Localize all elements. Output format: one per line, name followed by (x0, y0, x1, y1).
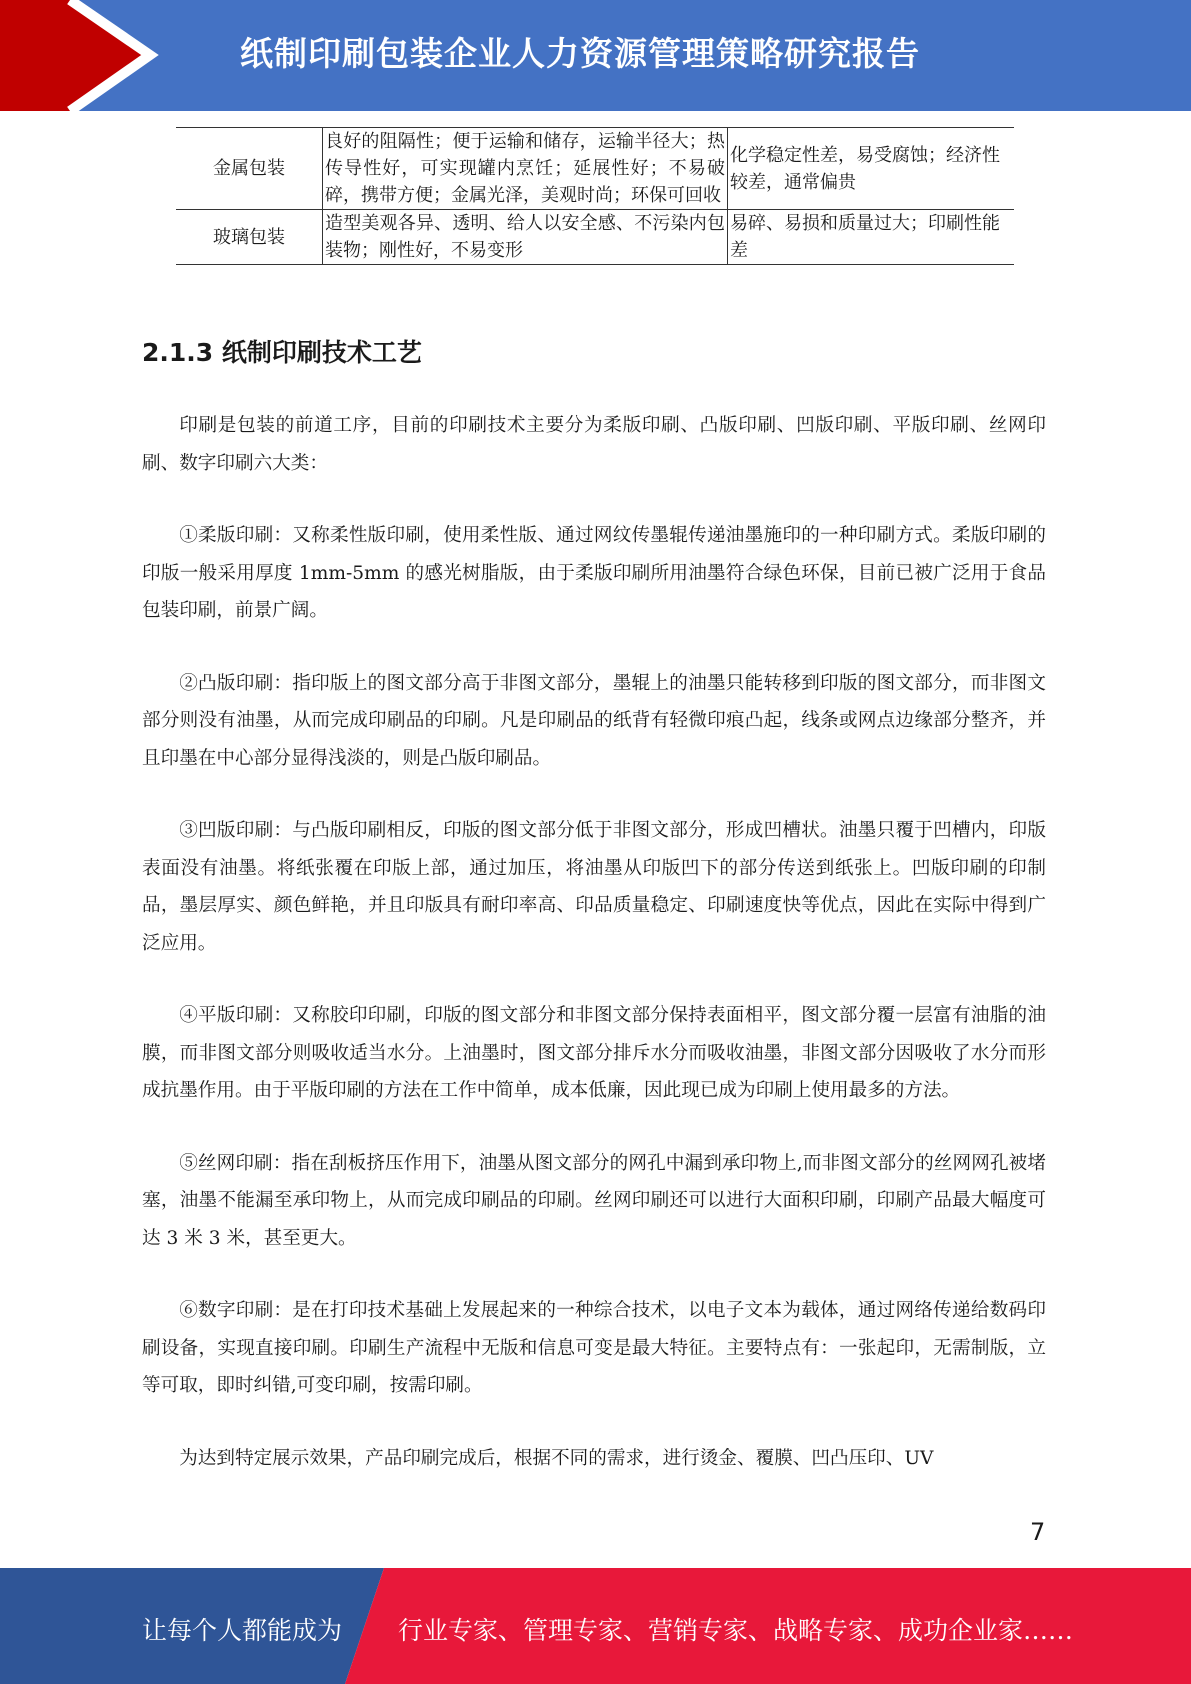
page-header (0, 0, 1191, 111)
disadvantages-cell: 易碎、易损和质量过大；印刷性能差 (730, 213, 1000, 261)
paragraph-gravure: ③凹版印刷：与凸版印刷相反，印版的图文部分低于非图文部分，形成凹槽状。油墨只覆于凹槽内，印版表面没有油墨。将纸张覆在印版上部，通过加压，将油墨从印版凹下的部分传送到纸张上。凹版印刷的印制品，墨层厚实、颜色鲜艳，并且印版具有耐印率高、印品质量稳定、印刷速度快等优点，因此在实际中得到广泛应用。 (142, 820, 1046, 954)
paragraph-intro: 印刷是包装的前道工序，目前的印刷技术主要分为柔版印刷、凸版印刷、凹版印刷、平版印刷、丝网印刷、数字印刷六大类： (142, 415, 1046, 474)
section-body (142, 407, 1046, 1512)
paragraph-digital: ⑥数字印刷：是在打印技术基础上发展起来的一种综合技术，以电子文本为载体，通过网络传递给数码印刷设备，实现直接印刷。印刷生产流程中无版和信息可变是最大特征。主要特点有：一张起印，无需制版，立等可取，即时纠错,可变印刷，按需印刷。 (142, 1300, 1046, 1396)
packaging-type-cell: 金属包装 (176, 128, 323, 210)
footer-slogan-right: 行业专家、管理专家、营销专家、战略专家、成功企业家…… (398, 1616, 1074, 1645)
table-row (176, 128, 1014, 210)
disadvantages-cell: 化学稳定性差，易受腐蚀；经济性较差，通常偏贵 (730, 144, 1000, 193)
packaging-comparison-table (176, 127, 1014, 265)
document-title: 纸制印刷包装企业人力资源管理策略研究报告 (240, 34, 920, 73)
table-row (176, 210, 1014, 265)
advantages-cell: 良好的阻隔性；便于运输和储存，运输半径大；热传导性好，可实现罐内烹饪；延展性好；不易破碎，携带方便；金属光泽，美观时尚；环保可回收 (323, 128, 728, 210)
paragraph-flexo: ①柔版印刷：又称柔性版印刷，使用柔性版、通过网纹传墨辊传递油墨施印的一种印刷方式。柔版印刷的印版一般采用厚度 1mm-5mm 的感光树脂版，由于柔版印刷所用油墨符合绿色环保，目前已被广泛用于食品包装印刷，前景广阔。 (142, 525, 1046, 621)
paragraph-screen: ⑤丝网印刷：指在刮板挤压作用下，油墨从图文部分的网孔中漏到承印物上,而非图文部分的丝网网孔被堵塞，油墨不能漏至承印物上，从而完成印刷品的印刷。丝网印刷还可以进行大面积印刷，印刷产品最大幅度可达 3 米 3 米，甚至更大。 (142, 1152, 1046, 1249)
paragraph-letterpress: ②凸版印刷：指印版上的图文部分高于非图文部分，墨辊上的油墨只能转移到印版的图文部分，而非图文部分则没有油墨，从而完成印刷品的印刷。凡是印刷品的纸背有轻微印痕凸起，线条或网点边缘部分整齐，并且印墨在中心部分显得浅淡的，则是凸版印刷品。 (142, 672, 1046, 769)
page-number: 7 (1030, 1518, 1046, 1546)
packaging-type-cell: 玻璃包装 (176, 210, 323, 265)
section-heading: 2.1.3 纸制印刷技术工艺 (142, 338, 422, 367)
page-footer (0, 1568, 1191, 1684)
paragraph-offset: ④平版印刷：又称胶印印刷，印版的图文部分和非图文部分保持表面相平，图文部分覆一层富有油脂的油膜，而非图文部分则吸收适当水分。上油墨时，图文部分排斥水分而吸收油墨，非图文部分因吸收了水分而形成抗墨作用。由于平版印刷的方法在工作中简单，成本低廉，因此现已成为印刷上使用最多的方法。 (142, 1005, 1046, 1101)
footer-slogan-left: 让每个人都能成为 (142, 1616, 343, 1645)
advantages-cell: 造型美观各异、透明、给人以安全感、不污染内包装物；刚性好，不易变形 (323, 210, 728, 265)
paragraph-finishing: 为达到特定展示效果，产品印刷完成后，根据不同的需求，进行烫金、覆膜、凹凸压印、UV (179, 1447, 934, 1469)
